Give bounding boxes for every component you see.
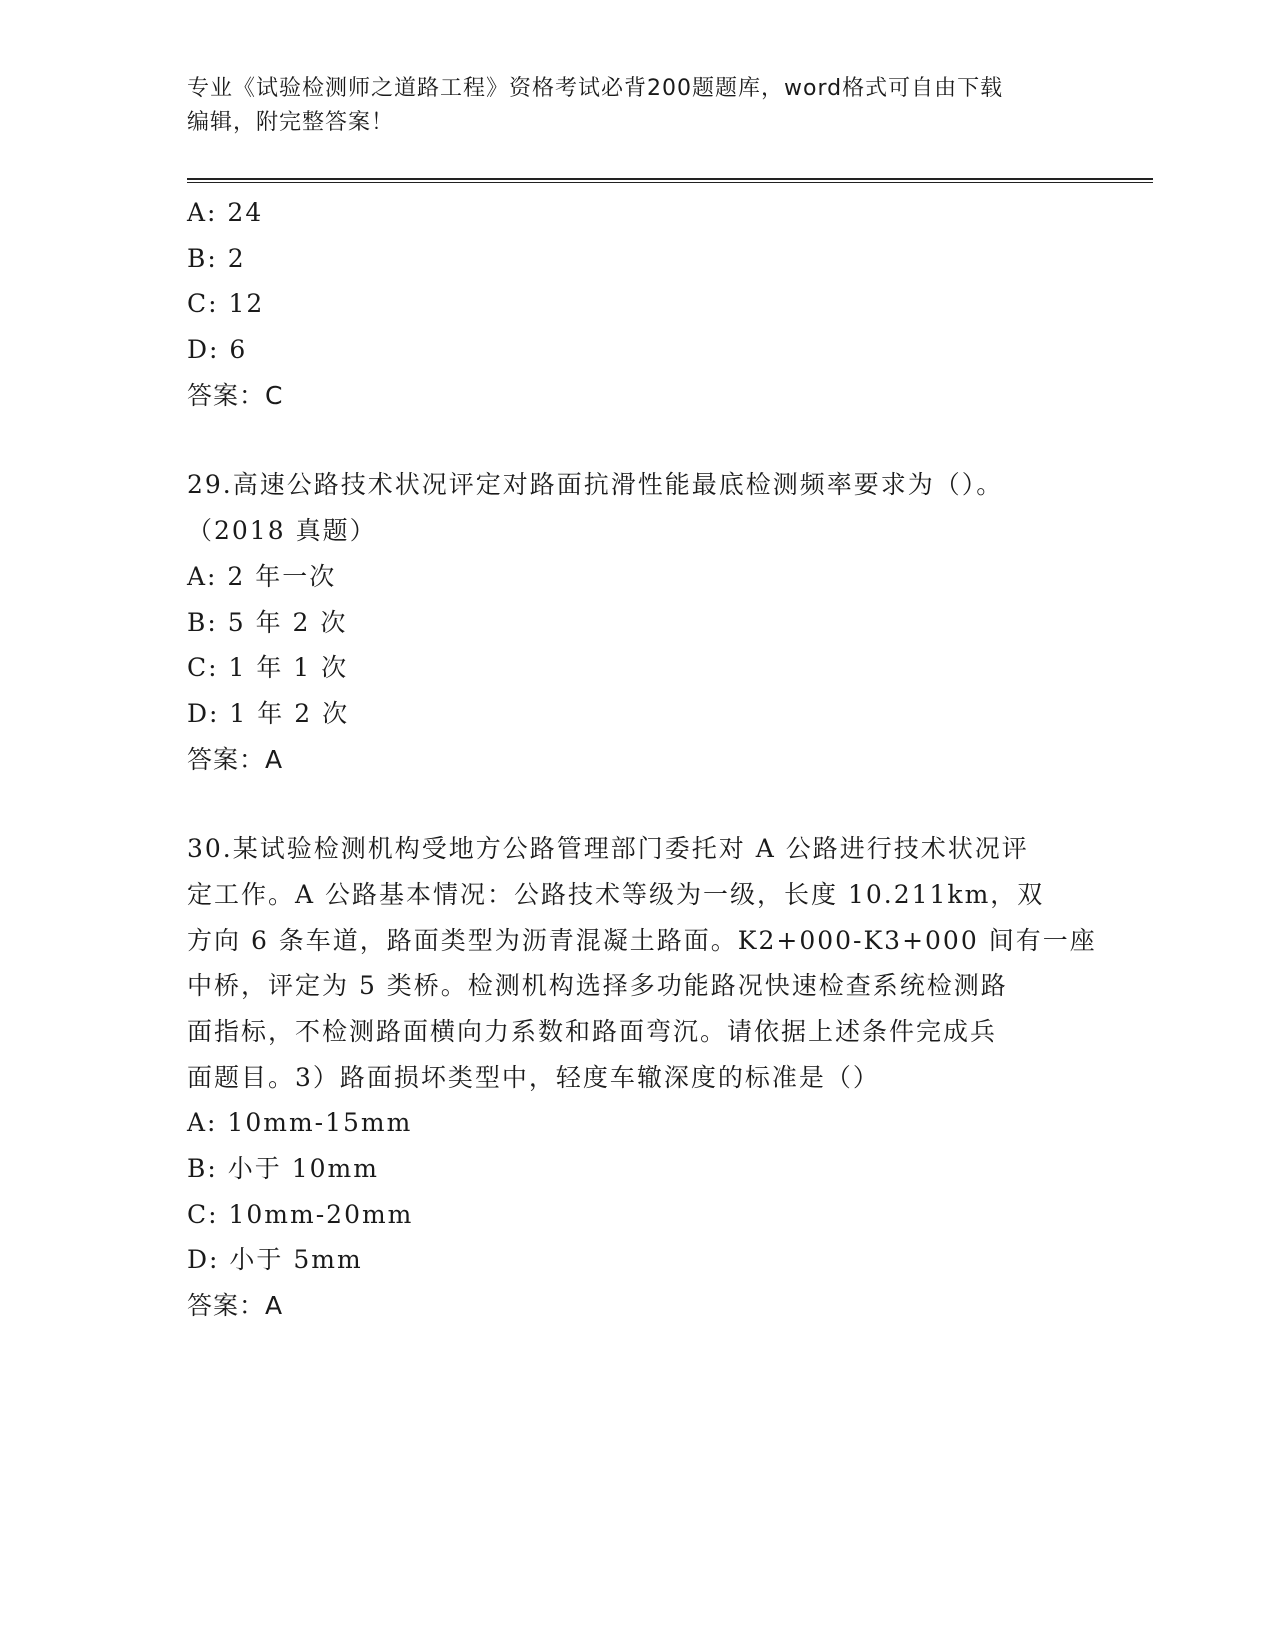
option-b: B: 小于 10mm (187, 1154, 379, 1184)
header-line-2: 编辑，附完整答案！ (187, 110, 395, 135)
option-c: C: 1 年 1 次 (187, 653, 349, 683)
option-d: D: 6 (187, 335, 248, 365)
option-c: C: 10mm-20mm (187, 1199, 414, 1229)
answer-line: 答案：A (187, 1291, 284, 1321)
question-stem-line: 方向 6 条车道，路面类型为沥青混凝土路面。K2+000-K3+000 间有一座 (187, 925, 1097, 955)
option-a: A: 10mm-15mm (187, 1108, 413, 1138)
option-a: A: 2 年一次 (187, 561, 337, 591)
question-stem-line: 中桥，评定为 5 类桥。检测机构选择多功能路况快速检查系统检测路 (187, 971, 1008, 1001)
option-d: D: 1 年 2 次 (187, 698, 350, 728)
question-stem-cont: （2018 真题） (187, 516, 377, 546)
answer-line: 答案：A (187, 744, 284, 774)
header-line-1: 专业《试验检测师之道路工程》资格考试必背200题题库，word格式可自由下载 (187, 76, 1004, 101)
header-divider (187, 178, 1153, 183)
spacer (187, 782, 1087, 826)
spacer (187, 418, 1087, 462)
option-d: D: 小于 5mm (187, 1245, 363, 1275)
option-c: C: 12 (187, 289, 265, 319)
answer-line: 答案：C (187, 380, 284, 410)
option-a: A: 24 (187, 198, 264, 227)
option-b: B: 5 年 2 次 (187, 607, 348, 637)
question-stem-line: 30.某试验检测机构受地方公路管理部门委托对 A 公路进行技术状况评 (187, 834, 1029, 864)
question-stem: 29.高速公路技术状况评定对路面抗滑性能最底检测频率要求为（）。 (187, 470, 1004, 500)
question-28-tail (187, 190, 1087, 418)
question-30 (187, 826, 1097, 1329)
question-29 (187, 462, 1087, 782)
option-b: B: 2 (187, 243, 246, 273)
question-stem-line: 定工作。A 公路基本情况：公路技术等级为一级，长度 10.211km，双 (187, 879, 1045, 909)
question-stem-line: 面指标，不检测路面横向力系数和路面弯沉。请依据上述条件完成兵 (187, 1017, 998, 1046)
document-header (187, 72, 1087, 140)
question-stem-line: 面题目。3）路面损坏类型中，轻度车辙深度的标准是（） (187, 1062, 880, 1092)
question-content (187, 190, 1097, 1329)
